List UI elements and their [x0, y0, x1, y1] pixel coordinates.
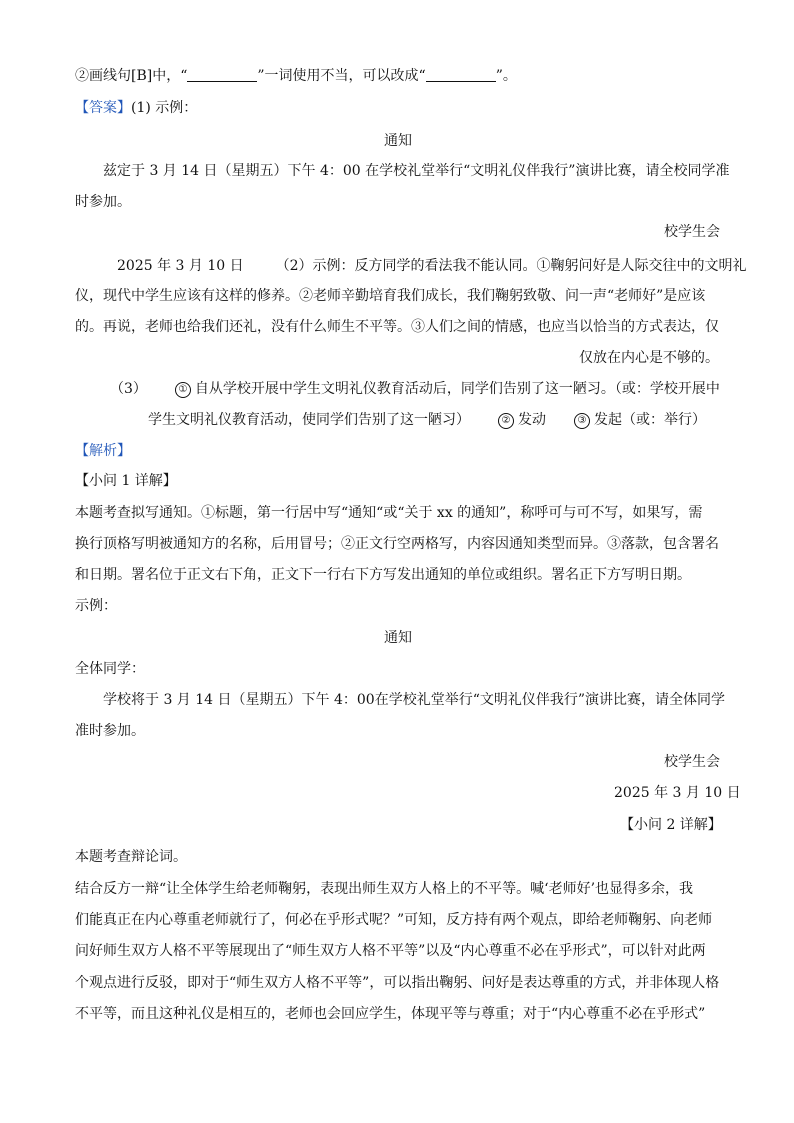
sub1-title: 【小问 1 详解】 — [75, 473, 177, 489]
question-suffix: ”。 — [495, 68, 517, 84]
analysis-tag: 【解析】 — [75, 443, 131, 459]
notice-signer: 校学生会 — [664, 224, 720, 240]
notice-body-line-2: 时参加。 — [75, 194, 131, 210]
question-mid: ”一词使用不当，可以改成“ — [257, 68, 426, 84]
sub2-title: 【小问 2 详解】 — [620, 817, 722, 833]
example-date: 2025 年 3 月 10 日 — [614, 785, 741, 801]
answer-part2-line-1 — [117, 256, 747, 276]
part3-label: （3） — [110, 381, 147, 397]
example-title: 通知 — [384, 630, 412, 646]
part3-answer-2: 发动 — [518, 412, 546, 428]
sub2-line-2: 结合反方一辩“让全体学生给老师鞠躬，表现出师生双方人格上的不平等。喊‘老师好’也显得多余，我 — [75, 881, 694, 897]
question-prefix: ②画线句[B]中，“ — [75, 68, 188, 84]
answer-part2-line-4: 仅放在内心是不够的。 — [579, 350, 719, 366]
question-line — [75, 66, 517, 86]
sub1-line-3: 和日期。署名位于正文右下角，正文下一行右下方写发出通知的单位或组织。署名正下方写明日期。 — [75, 567, 691, 583]
sub1-line-2: 换行顶格写明被通知方的名称，后用冒号；②正文行空两格写，内容因通知类型而异。③落款，包含署名 — [75, 536, 719, 552]
answer-part3-line-1 — [110, 379, 720, 399]
part2-text-1: （2）示例：反方同学的看法我不能认同。①鞠躬问好是人际交往中的文明礼 — [275, 258, 747, 274]
part3-text-1: 自从学校开展中学生文明礼仪教育活动后，同学们告别了这一陋习。（或：学校开展中 — [194, 381, 720, 397]
sub1-line-1: 本题考查拟写通知。①标题，第一行居中写“通知“或“关于 xx 的通知”，称呼可与可不写，如果写，需 — [75, 505, 703, 521]
notice-title: 通知 — [384, 133, 412, 149]
sub2-line-6: 不平等，而且这种礼仪是相互的，老师也会回应学生，体现平等与尊重；对于“内心尊重不必在乎形式” — [75, 1006, 706, 1022]
answer-part2-line-3: 的。再说，老师也给我们还礼，没有什么师生不平等。③人们之间的情感，也应当以恰当的方式表达，仅 — [75, 319, 719, 335]
example-label: 示例： — [75, 598, 117, 614]
example-body-line-1: 学校将于 3 月 14 日（星期五）下午 4：00在学校礼堂举行“文明礼仪伴我行”演讲比赛，请全体同学 — [103, 692, 726, 708]
circled-number-1: ① — [175, 382, 191, 398]
notice-body-line-1: 兹定于 3 月 14 日（星期五）下午 4：00 在学校礼堂举行“文明礼仪伴我行”演讲比赛，请全校同学准 — [103, 163, 730, 179]
example-salutation: 全体同学： — [75, 661, 145, 677]
answer-part3-line-2 — [148, 410, 706, 430]
example-body-line-2: 准时参加。 — [75, 723, 145, 739]
circled-number-2: ② — [498, 413, 514, 429]
notice-date: 2025 年 3 月 10 日 — [117, 258, 244, 274]
answer-tag: 【答案】 — [75, 100, 131, 116]
part3-answer-3: 发起（或：举行） — [594, 412, 706, 428]
sub2-line-4: 问好师生双方人格不平等展现出了“师生双方人格不平等”以及“内心尊重不必在乎形式”，可以针对此两 — [75, 943, 706, 959]
answer-lead: (1) 示例： — [131, 100, 198, 116]
blank-2 — [426, 67, 496, 82]
example-signer: 校学生会 — [664, 754, 720, 770]
part3-text-2: 学生文明礼仪教育活动，使同学们告别了这一陋习） — [148, 412, 470, 428]
answer-part2-line-2: 仪，现代中学生应该有这样的修养。②老师辛勤培育我们成长，我们鞠躬致敬、问一声“老师好”是应该 — [75, 288, 706, 304]
answer-heading — [75, 98, 197, 118]
blank-1 — [187, 67, 257, 82]
sub2-line-1: 本题考查辩论词。 — [75, 849, 187, 865]
sub2-line-5: 个观点进行反驳，即对于“师生双方人格不平等”，可以指出鞠躬、问好是表达尊重的方式，并非体现人格 — [75, 975, 720, 991]
circled-number-3: ③ — [574, 413, 590, 429]
sub2-line-3: 们能真正在内心尊重老师就行了，何必在乎形式呢？”可知，反方持有两个观点，即给老师鞠躬、向老师 — [75, 912, 713, 928]
